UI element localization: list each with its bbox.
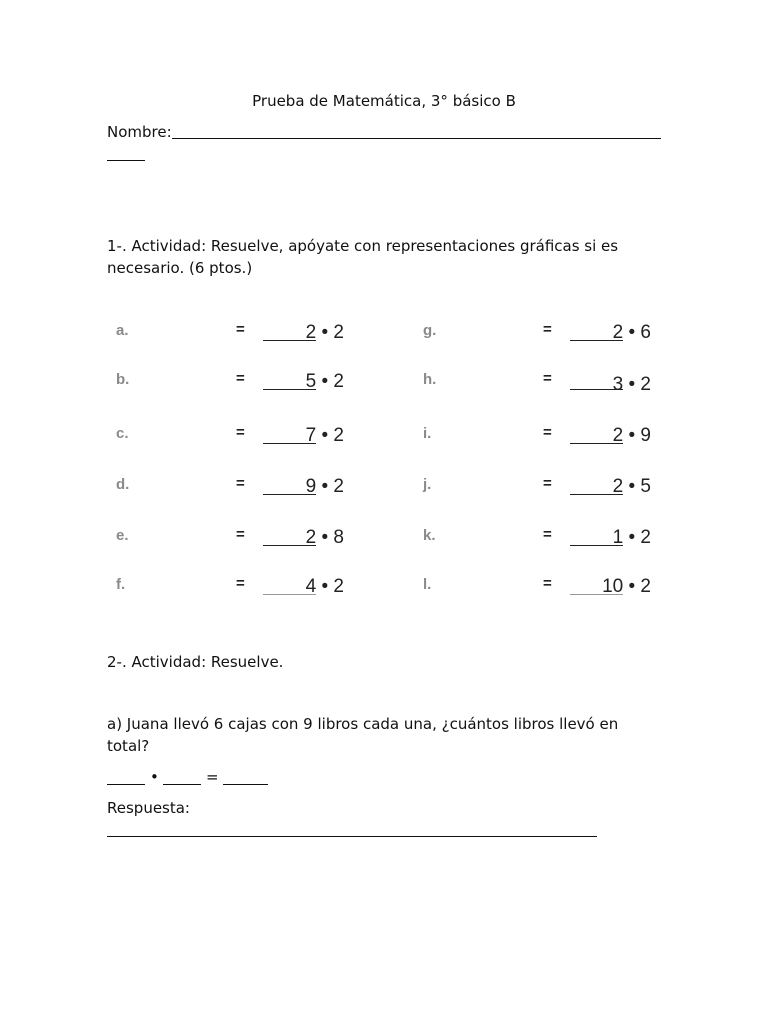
exercise-item-h — [423, 371, 663, 401]
exercise-letter: k. — [423, 527, 436, 544]
exercise-expression: 10 • 2 — [602, 576, 651, 597]
exercise-item-i — [423, 425, 663, 455]
equals-sign: = — [236, 575, 245, 592]
equals-sign: = — [236, 370, 245, 387]
answer-blank[interactable] — [570, 494, 623, 495]
exercise-expression: 2 • 8 — [305, 527, 344, 548]
equals-sign: = — [236, 526, 245, 543]
answer-blank[interactable] — [263, 443, 316, 444]
answer-blank[interactable] — [570, 545, 623, 546]
page-title: Prueba de Matemática, 3° básico B — [252, 92, 516, 110]
exercise-item-l — [423, 576, 663, 606]
exercise-letter: e. — [116, 527, 129, 544]
answer-blank[interactable] — [570, 594, 623, 595]
multiplication-dot: • — [150, 768, 159, 786]
answer-blank[interactable] — [263, 594, 316, 595]
equals-sign: = — [543, 575, 552, 592]
exercise-item-b — [116, 371, 356, 401]
equals-sign: = — [543, 475, 552, 492]
answer-blank[interactable] — [263, 494, 316, 495]
exercise-expression: 2 • 9 — [612, 425, 651, 446]
exercise-item-j — [423, 476, 663, 506]
exercise-letter: l. — [423, 576, 432, 593]
answer-blank-line[interactable] — [107, 836, 597, 837]
answer-label: Respuesta: — [107, 799, 190, 817]
equals-sign: = — [543, 370, 552, 387]
exercise-letter: b. — [116, 371, 130, 388]
answer-blank[interactable] — [570, 340, 623, 341]
exercise-item-g — [423, 322, 663, 352]
name-label: Nombre: — [107, 123, 172, 141]
factor-2-blank[interactable] — [163, 784, 201, 785]
equals-sign: = — [543, 526, 552, 543]
exercise-item-c — [116, 425, 356, 455]
exercise-expression: 1 • 2 — [612, 527, 651, 548]
exercise-expression: 2 • 5 — [612, 476, 651, 497]
answer-blank[interactable] — [570, 389, 623, 390]
exercise-item-a — [116, 322, 356, 352]
exercise-item-d — [116, 476, 356, 506]
exercise-letter: h. — [423, 371, 437, 388]
exercise-item-f — [116, 576, 356, 606]
equals-sign: = — [543, 321, 552, 338]
exercise-expression: 3 • 2 — [612, 374, 651, 395]
exercise-letter: j. — [423, 476, 432, 493]
exercise-expression: 2 • 6 — [612, 322, 651, 343]
exercise-item-e — [116, 527, 356, 557]
factor-1-blank[interactable] — [107, 784, 145, 785]
equals-sign: = — [236, 475, 245, 492]
exercise-expression: 7 • 2 — [305, 425, 344, 446]
answer-blank[interactable] — [263, 340, 316, 341]
exercise-expression: 4 • 2 — [305, 576, 344, 597]
exercise-expression: 2 • 2 — [305, 322, 344, 343]
exercise-expression: 5 • 2 — [305, 371, 344, 392]
exercise-expression: 9 • 2 — [305, 476, 344, 497]
exercise-letter: d. — [116, 476, 130, 493]
activity-2-instruction: 2-. Actividad: Resuelve. — [107, 653, 284, 671]
exercise-letter: c. — [116, 425, 129, 442]
answer-blank[interactable] — [570, 443, 623, 444]
exercise-letter: a. — [116, 322, 129, 339]
exercise-letter: g. — [423, 322, 437, 339]
problem-a-text: a) Juana llevó 6 cajas con 9 libros cada una, ¿cuántos libros llevó en total? — [107, 715, 619, 755]
exercise-letter: i. — [423, 425, 432, 442]
answer-blank[interactable] — [263, 545, 316, 546]
answer-blank[interactable] — [263, 389, 316, 390]
equals-sign: = — [543, 424, 552, 441]
equals-sign: = — [236, 424, 245, 441]
exercise-item-k — [423, 527, 663, 557]
equals-sign: = — [206, 768, 219, 786]
activity-1-instruction: 1-. Actividad: Resuelve, apóyate con representaciones gráficas si es necesario. (6 ptos.) — [107, 237, 619, 277]
exercise-letter: f. — [116, 576, 126, 593]
equals-sign: = — [236, 321, 245, 338]
product-blank[interactable] — [223, 784, 268, 785]
